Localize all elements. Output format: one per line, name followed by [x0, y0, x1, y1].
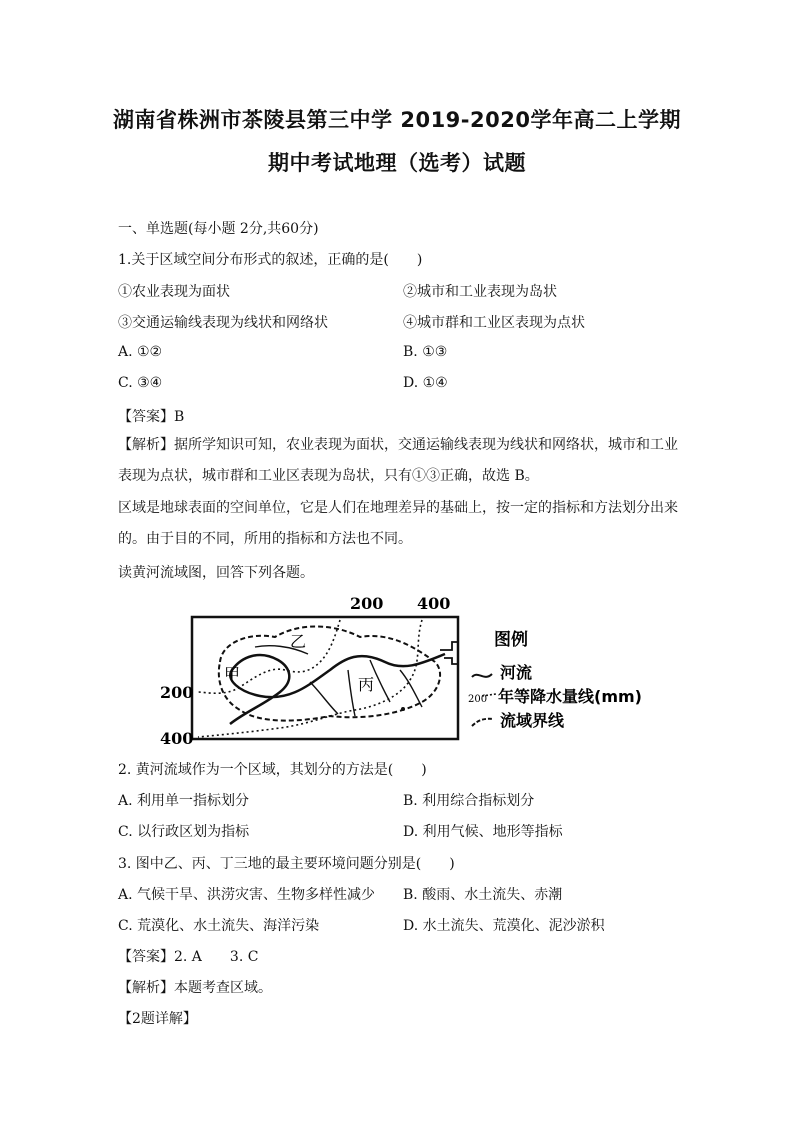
isoline-label-400-left: 400	[160, 729, 194, 744]
isoline-label-200-left: 200	[160, 683, 194, 702]
legend-boundary-symbol	[472, 719, 494, 726]
q2-option-d: D. 利用气候、地形等指标	[403, 824, 563, 840]
q1-statement-4: ④城市群和工业区表现为点状	[403, 315, 585, 331]
q1-option-a: A. ①②	[118, 344, 163, 360]
location-dot	[401, 707, 405, 711]
q1-statement-3: ③交通运输线表现为线状和网络状	[118, 315, 328, 331]
place-label-bing: 丙	[358, 675, 375, 694]
place-label-yi: 乙	[290, 632, 307, 651]
isoline-label-400-top: 400	[417, 594, 451, 613]
question-3-stem: 3. 图中乙、丙、丁三地的最主要环境问题分别是( )	[118, 856, 455, 872]
read-prompt: 读黄河流域图，回答下列各题。	[118, 565, 314, 581]
river-mouth-mark	[440, 642, 458, 664]
place-label-jia: 甲	[224, 665, 241, 684]
legend-isoline-number: 200	[468, 694, 488, 705]
page-subtitle: 期中考试地理（选考）试题	[268, 151, 526, 175]
q2-q3-analysis: 【解析】本题考查区域。	[118, 980, 272, 996]
q2-q3-answer: 【答案】2. A 3. C	[118, 949, 259, 965]
page-title: 湖南省株洲市茶陵县第三中学 2019-2020学年高二上学期	[113, 108, 681, 132]
q1-statement-2: ②城市和工业表现为岛状	[403, 284, 557, 300]
q3-option-a: A. 气候干旱、洪涝灾害、生物多样性减少	[118, 887, 376, 903]
question-2-stem: 2. 黄河流域作为一个区域，其划分的方法是( )	[118, 762, 427, 778]
yellow-river-basin-map	[160, 592, 650, 744]
q3-option-b: B. 酸雨、水土流失、赤潮	[403, 887, 563, 903]
basin-boundary-line	[219, 626, 440, 720]
q1-option-b: B. ①③	[403, 344, 448, 360]
legend-boundary-label: 流域界线	[500, 711, 565, 730]
q1-note: 区域是地球表面的空间单位，它是人们在地理差异的基础上，按一定的指标和方法划分出来的。由于目的不同，所用的指标和方法也不同。	[118, 500, 678, 547]
legend-river-symbol	[472, 674, 492, 677]
tributary-line	[400, 670, 422, 707]
q3-option-c: C. 荒漠化、水土流失、海洋污染	[118, 918, 320, 934]
legend-isoline-label: 年等降水量线(mm)	[498, 687, 642, 706]
q2-option-b: B. 利用综合指标划分	[403, 793, 535, 809]
q1-analysis: 【解析】据所学知识可知，农业表现为面状，交通运输线表现为线状和网络状，城市和工业表现为点状，城市群和工业区表现为岛状，只有①③正确，故选 B。	[118, 437, 678, 484]
question-1-stem: 1.关于区域空间分布形式的叙述，正确的是( )	[118, 252, 423, 268]
section-heading: 一、单选题(每小题 2分,共60分)	[118, 221, 319, 237]
q1-statement-1: ①农业表现为面状	[118, 284, 230, 300]
q1-option-c: C. ③④	[118, 375, 163, 391]
q2-option-c: C. 以行政区划为指标	[118, 824, 250, 840]
isoline-label-200-top: 200	[350, 594, 384, 613]
q2-option-a: A. 利用单一指标划分	[118, 793, 250, 809]
q1-option-d: D. ①④	[403, 375, 448, 391]
legend-title: 图例	[494, 630, 528, 650]
legend-river-label: 河流	[500, 663, 533, 682]
tributary-line	[348, 670, 355, 716]
tributary-line	[310, 682, 338, 714]
q2-detail-heading: 【2题详解】	[118, 1011, 197, 1027]
q3-option-d: D. 水土流失、荒漠化、泥沙淤积	[403, 918, 605, 934]
q1-answer: 【答案】B	[118, 409, 185, 425]
